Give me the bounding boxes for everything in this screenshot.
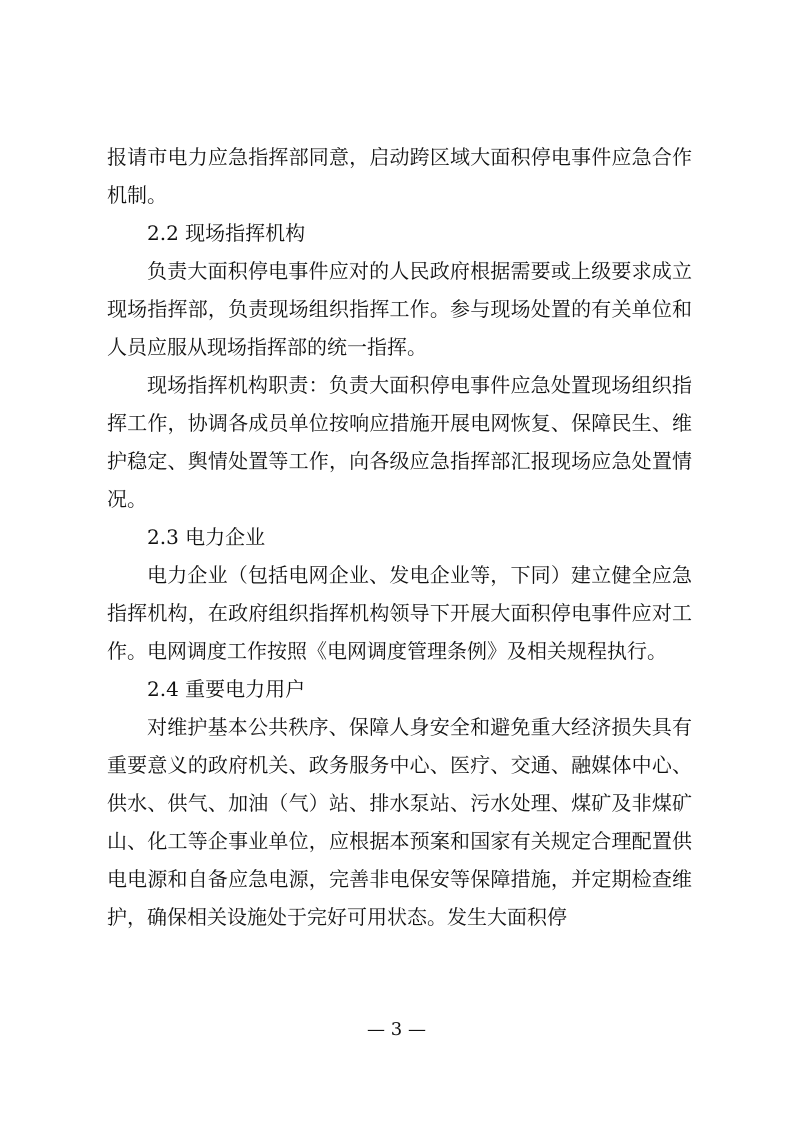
paragraph-power-enterprise: 电力企业（包括电网企业、发电企业等，下同）建立健全应急指挥机构，在政府组织指挥机构领导下开展大面积停电事件应对工作。电网调度工作按照《电网调度管理条例》及相关规程执行。 <box>107 563 692 663</box>
paragraph-important-users: 对维护基本公共秩序、保障人身安全和避免重大经济损失具有重要意义的政府机关、政务服务中心、医疗、交通、融媒体中心、供水、供气、加油（气）站、排水泵站、污水处理、煤矿及非煤矿山、化工等企事业单位，应根据本预案和国家有关规定合理配置供电电源和自备应急电源，完善非电保安等保障措施，并定期检查维护，确保相关设施处于完好可用状态。发生大面积停 <box>107 715 692 929</box>
section-heading-2-2: 2.2 现场指挥机构 <box>147 221 306 245</box>
paragraph-continuation: 报请市电力应急指挥部同意，启动跨区域大面积停电事件应急合作机制。 <box>107 145 692 207</box>
page-body <box>107 138 692 936</box>
paragraph-onsite-command: 负责大面积停电事件应对的人民政府根据需要或上级要求成立现场指挥部，负责现场组织指挥工作。参与现场处置的有关单位和人员应服从现场指挥部的统一指挥。 <box>107 259 692 359</box>
page-number: — 3 — <box>367 1019 426 1040</box>
paragraph-onsite-duties: 现场指挥机构职责：负责大面积停电事件应急处置现场组织指挥工作，协调各成员单位按响应措施开展电网恢复、保障民生、维护稳定、舆情处置等工作，向各级应急指挥部汇报现场应急处置情况。 <box>107 373 692 511</box>
section-heading-2-3: 2.3 电力企业 <box>147 525 266 549</box>
section-heading-2-4: 2.4 重要电力用户 <box>147 677 306 701</box>
